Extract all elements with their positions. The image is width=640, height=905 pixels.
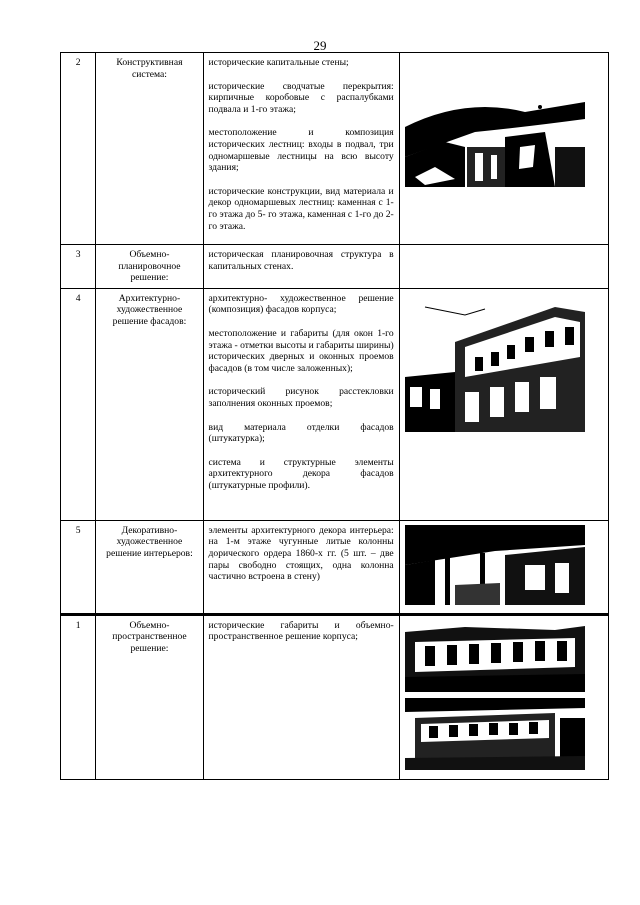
photo-vaulted-interior: [405, 87, 603, 187]
row-photo-cell: [399, 520, 608, 614]
row-category: Объемно-планировочное решение:: [96, 245, 203, 289]
page-number: 29: [313, 38, 327, 53]
row-content: [203, 53, 399, 245]
protected-elements-table: [60, 52, 609, 780]
row-content: [203, 245, 399, 289]
table-row: [61, 53, 609, 245]
list-item: исторические габариты и объемно-пространственное решение корпуса;: [208, 619, 394, 643]
row-number: 4: [61, 288, 96, 520]
table-row: [61, 288, 609, 520]
row-category: Конструктивная система:: [96, 53, 203, 245]
row-number: 1: [61, 614, 96, 779]
row-photo-cell: [399, 245, 608, 289]
table-row: [61, 520, 609, 614]
list-item: местоположение и габариты (для окон 1-го этажа - отметки высоты и габариты ширины) исторических дверных и оконных проемов фасадов (в том числе заложенных);: [208, 327, 394, 374]
row-photo-cell: [399, 614, 608, 779]
photo-building-exterior-1: [405, 622, 603, 692]
table-row: [61, 245, 609, 289]
list-item: архитектурно- художественное решение (композиция) фасадов корпуса;: [208, 292, 394, 316]
list-item: исторические сводчатые перекрытия: кирпичные коробовые с распалубками подвала и 1-го этажа;: [208, 80, 394, 115]
photo-building-facade: [405, 297, 603, 432]
row-number: 3: [61, 245, 96, 289]
list-item: элементы архитектурного декора интерьера: на 1-м этаже чугунные литые колонны дорического ордера 1860-х гг. (5 шт. – две пары свободно стоящих, одна колонна частично встроена в стену): [208, 524, 394, 583]
list-item: исторические капитальные стены;: [208, 57, 349, 68]
list-item: система и структурные элементы архитектурного декора фасадов (штукатурные профили).: [208, 456, 394, 491]
list-item: вид материала отделки фасадов (штукатурка);: [208, 421, 394, 445]
row-content: [203, 288, 399, 520]
list-item: исторические конструкции, вид материала и декор одномаршевых лестниц: каменная с 1-го этажа до 5- го этажа, каменная с 1-го до 2-го этажа.: [208, 185, 394, 232]
row-photo-cell: [399, 53, 608, 245]
row-photo-cell: [399, 288, 608, 520]
row-category: Декоративно-художественное решение интерьеров:: [96, 520, 203, 614]
photo-interior-columns: [405, 525, 603, 605]
row-number: 5: [61, 520, 96, 614]
list-item: исторический рисунок расстекловки заполнения оконных проемов;: [208, 386, 394, 409]
list-item: местоположение и композиция исторических лестниц: входы в подвал, три одномаршевые лестницы на всю высоту здания;: [208, 127, 394, 174]
table-row: [61, 614, 609, 779]
row-content: [203, 520, 399, 614]
row-content: [203, 614, 399, 779]
row-category: Архитектурно-художественное решение фасадов:: [96, 288, 203, 520]
photo-building-exterior-2: [405, 698, 603, 770]
list-item: историческая планировочная структура в капитальных стенах.: [208, 249, 394, 272]
row-number: 2: [61, 53, 96, 245]
row-category: Объемно-пространственное решение:: [96, 614, 203, 779]
